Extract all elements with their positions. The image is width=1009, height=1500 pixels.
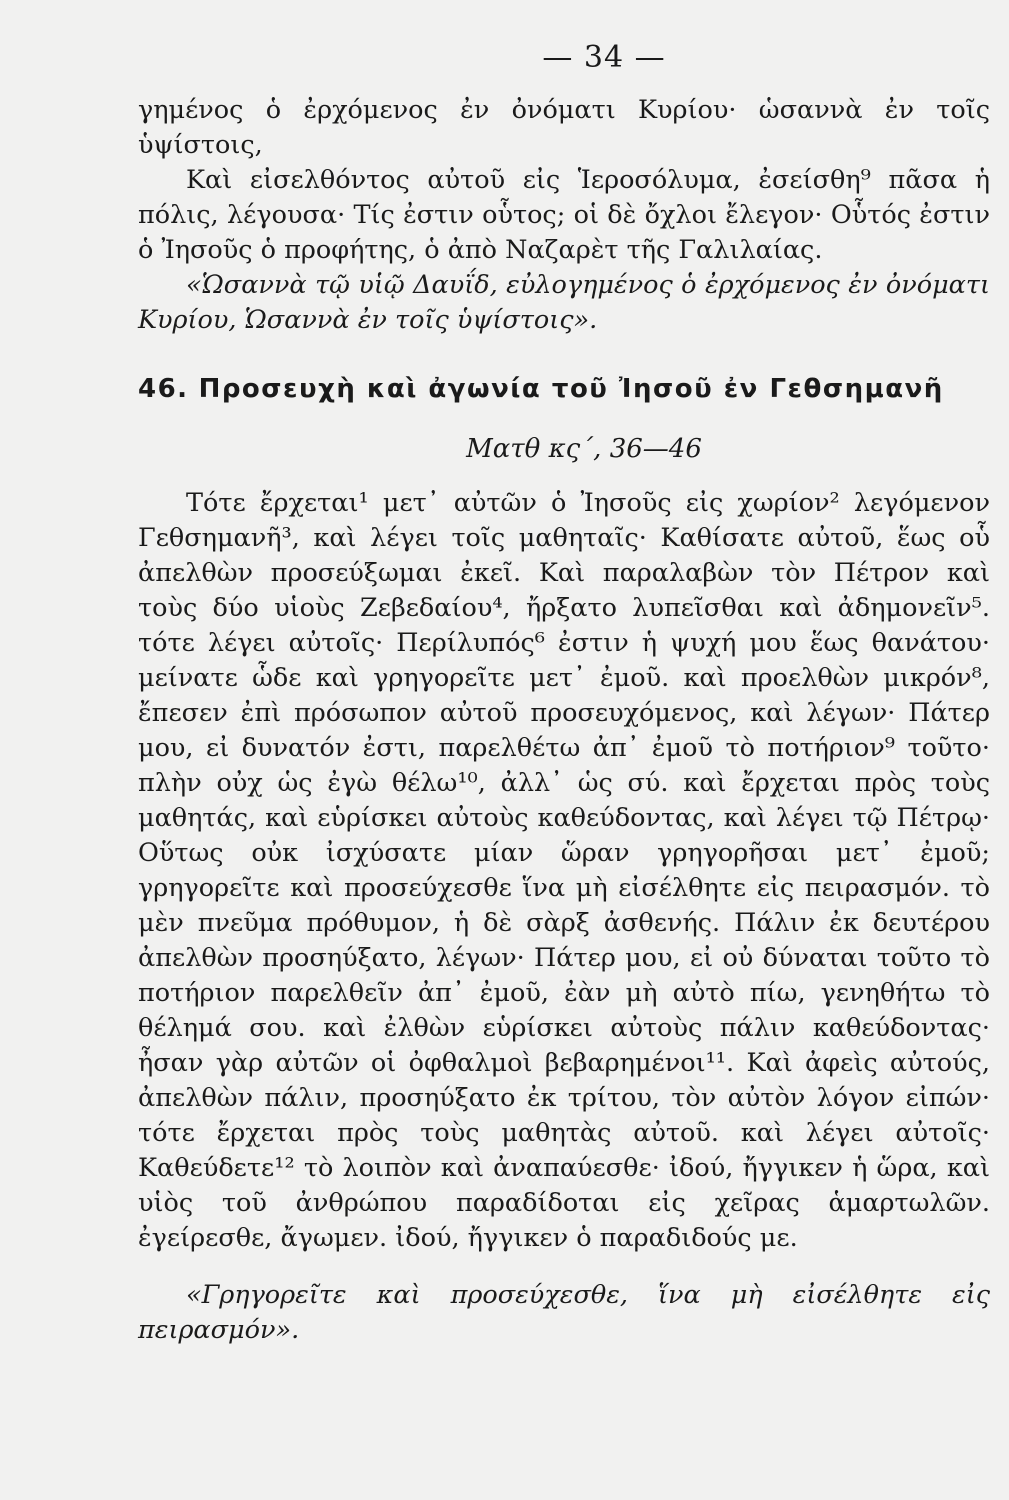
body-paragraph: Τότε ἔρχεται¹ μετ᾽ αὐτῶν ὁ Ἰησοῦς εἰς χωρίον² λεγόμενον Γεθσημανῆ³, καὶ λέγει τοῖς μαθηταῖς· Καθίσατε αὐτοῦ, ἕως οὗ ἀπελθὼν προσεύξωμαι ἐκεῖ. Καὶ παραλαβὼν τὸν Πέτρον καὶ τοὺς δύο υἱοὺς Ζεβεδαίου⁴, ἤρξατο λυπεῖσθαι καὶ ἀδημονεῖν⁵. τότε λέγει αὐτοῖς· Περίλυπός⁶ ἐστιν ἡ ψυχή μου ἕως θανάτου· μείνατε ὧδε καὶ γρηγορεῖτε μετ᾽ ἐμοῦ. καὶ προελθὼν μικρόν⁸, ἔπεσεν ἐπὶ πρόσωπον αὐτοῦ προσευχόμενος, καὶ λέγων· Πάτερ μου, εἰ δυνατόν ἐστι, παρελθέτω ἀπ᾽ ἐμοῦ τὸ ποτήριον⁹ τοῦτο· πλὴν οὐχ ὡς ἐγὼ θέλω¹⁰, ἀλλ᾽ ὡς σύ. καὶ ἔρχεται πρὸς τοὺς μαθητάς, καὶ εὑρίσκει αὐτοὺς καθεύδοντας, καὶ λέγει τῷ Πέτρῳ· Οὕτως οὐκ ἰσχύσατε μίαν ὥραν γρηγορῆσαι μετ᾽ ἐμοῦ; γρηγορεῖτε καὶ προσεύχεσθε ἵνα μὴ εἰσέλθητε εἰς πειρασμόν. τὸ μὲν πνεῦμα πρόθυμον, ἡ δὲ σὰρξ ἀσθενής. Πάλιν ἐκ δευτέρου ἀπελθὼν προσηύξατο, λέγων· Πάτερ μου, εἰ οὐ δύναται τοῦτο τὸ ποτήριον παρελθεῖν ἀπ᾽ ἐμοῦ, ἐὰν μὴ αὐτὸ πίω, γενηθήτω τὸ θέλημά σου. καὶ ἐλθὼν εὑρίσκει αὐτοὺς πάλιν καθεύδοντας· ἦσαν γὰρ αὐτῶν οἱ ὀφθαλμοὶ βεβαρημένοι¹¹. Καὶ ἀφεὶς αὐτούς, ἀπελθὼν πάλιν, προσηύξατο ἐκ τρίτου, τὸν αὐτὸν λόγον εἰπών· τότε ἔρχεται πρὸς τοὺς μαθητὰς αὐτοῦ. καὶ λέγει αὐτοῖς· Καθεύδετε¹² τὸ λοιπὸν καὶ ἀναπαύεσθε· ἰδού, ἤγγικεν ἡ ὥρα, καὶ υἱὸς τοῦ ἀνθρώπου παραδίδοται εἰς χεῖρας ἁμαρτωλῶν. ἐγείρεσθε, ἄγωμεν. ἰδού, ἤγγικεν ὁ παραδιδούς με. <box>138 488 990 1253</box>
continuation-text: γημένος ὁ ἐρχόμενος ἐν ὀνόματι Κυρίου· ὡσαννὰ ἐν τοῖς ὑψίστοις, <box>138 95 990 160</box>
section-title: Προσευχὴ καὶ ἀγωνία τοῦ Ἰησοῦ ἐν Γεθσημανῆ <box>198 374 944 404</box>
page-content <box>138 40 990 1348</box>
entry-paragraph: Καὶ εἰσελθόντος αὐτοῦ εἰς Ἱεροσόλυμα, ἐσείσθη⁹ πᾶσα ἡ πόλις, λέγουσα· Τίς ἐστιν οὗτος; οἱ δὲ ὄχλοι ἔλεγον· Οὗτός ἐστιν ὁ Ἰησοῦς ὁ προφήτης, ὁ ἀπὸ Ναζαρὲτ τῆς Γαλιλαίας. <box>138 165 990 265</box>
closing-quote: «Γρηγορεῖτε καὶ προσεύχεσθε, ἵνα μὴ εἰσέλθητε εἰς πειρασμόν». <box>138 1280 990 1345</box>
section-number: 46. <box>138 374 189 404</box>
scripture-reference: Ματθ κς΄, 36—46 <box>466 434 702 464</box>
hosanna-quote: «Ὡσαννὰ τῷ υἱῷ Δαυΐδ, εὐλογημένος ὁ ἐρχόμενος ἐν ὀνόματι Κυρίου, Ὡσαννὰ ἐν τοῖς ὑψίστοις». <box>138 270 990 335</box>
page-number: — 34 — <box>542 40 666 75</box>
section-heading <box>138 374 990 404</box>
